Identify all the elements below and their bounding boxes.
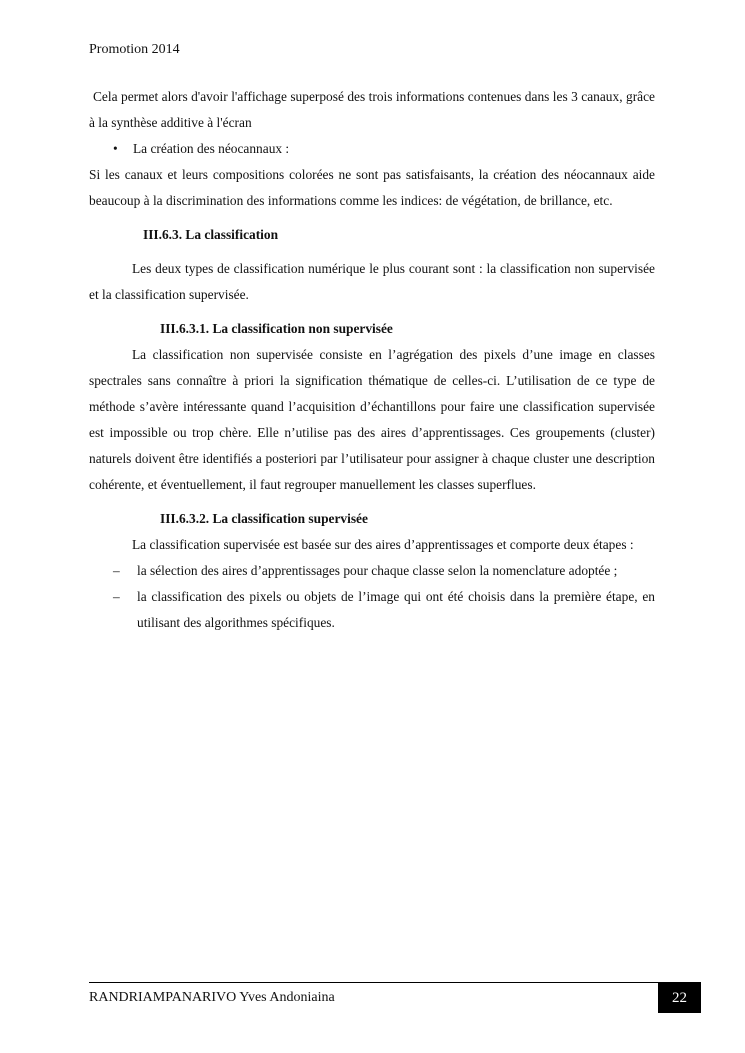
paragraph-unsupervised: La classification non supervisée consiste en l’agrégation des pixels d’une image en classes spectrales sans connaître à priori la signification thématique de celles-ci. L’utilisation de ce type de méthode s’avère intéressante quand l’acquisition d’échantillons pour faire une classification supervisée est impossible ou trop chère. Elle n’utilise pas des aires d’apprentissages. Ces groupements (cluster) naturels doivent être identifiés a posteriori par l’utilisateur pour assigner à chaque cluster une description cohérente, et éventuellement, il faut regrouper manuellement les classes superflues.	[89, 347, 655, 492]
bullet-item-neocanals	[89, 136, 655, 162]
bullet-item-label: La création des néocannaux :	[133, 141, 290, 156]
list-item-text: la classification des pixels ou objets de l’image qui ont été choisis dans la première étape, en utilisant des algorithmes spécifiques.	[137, 589, 655, 630]
footer-author: RANDRIAMPANARIVO Yves Andoniaina	[89, 990, 335, 1005]
dash-icon: –	[113, 563, 120, 578]
page-header: Promotion 2014	[89, 42, 180, 57]
heading-supervised: III.6.3.2. La classification supervisée	[160, 511, 368, 526]
footer-divider	[89, 982, 701, 983]
heading-classification: III.6.3. La classification	[143, 227, 279, 242]
page-number-badge: 22	[658, 983, 701, 1013]
list-item-selection	[89, 558, 655, 584]
heading-unsupervised: III.6.3.1. La classification non supervisée	[160, 321, 393, 336]
paragraph-supervised: La classification supervisée est basée sur des aires d’apprentissages et comporte deux étapes :	[132, 537, 634, 552]
paragraph-classification-types: Les deux types de classification numérique le plus courant sont : la classification non supervisée et la classification supervisée.	[89, 261, 655, 302]
list-item-text: la sélection des aires d’apprentissages pour chaque classe selon la nomenclature adoptée ;	[137, 563, 618, 578]
list-item-classification	[89, 584, 655, 636]
paragraph-neocanals: Si les canaux et leurs compositions colorées ne sont pas satisfaisants, la création des néocannaux aide beaucoup à la discrimination des informations comme les indices: de végétation, de brillance, etc.	[89, 167, 655, 208]
bullet-dot-icon: •	[113, 141, 118, 156]
paragraph-additive-synthesis: Cela permet alors d'avoir l'affichage superposé des trois informations contenues dans les 3 canaux, grâce à la synthèse additive à l'écran	[89, 89, 655, 130]
dash-icon: –	[113, 589, 120, 604]
document-body	[89, 84, 655, 636]
